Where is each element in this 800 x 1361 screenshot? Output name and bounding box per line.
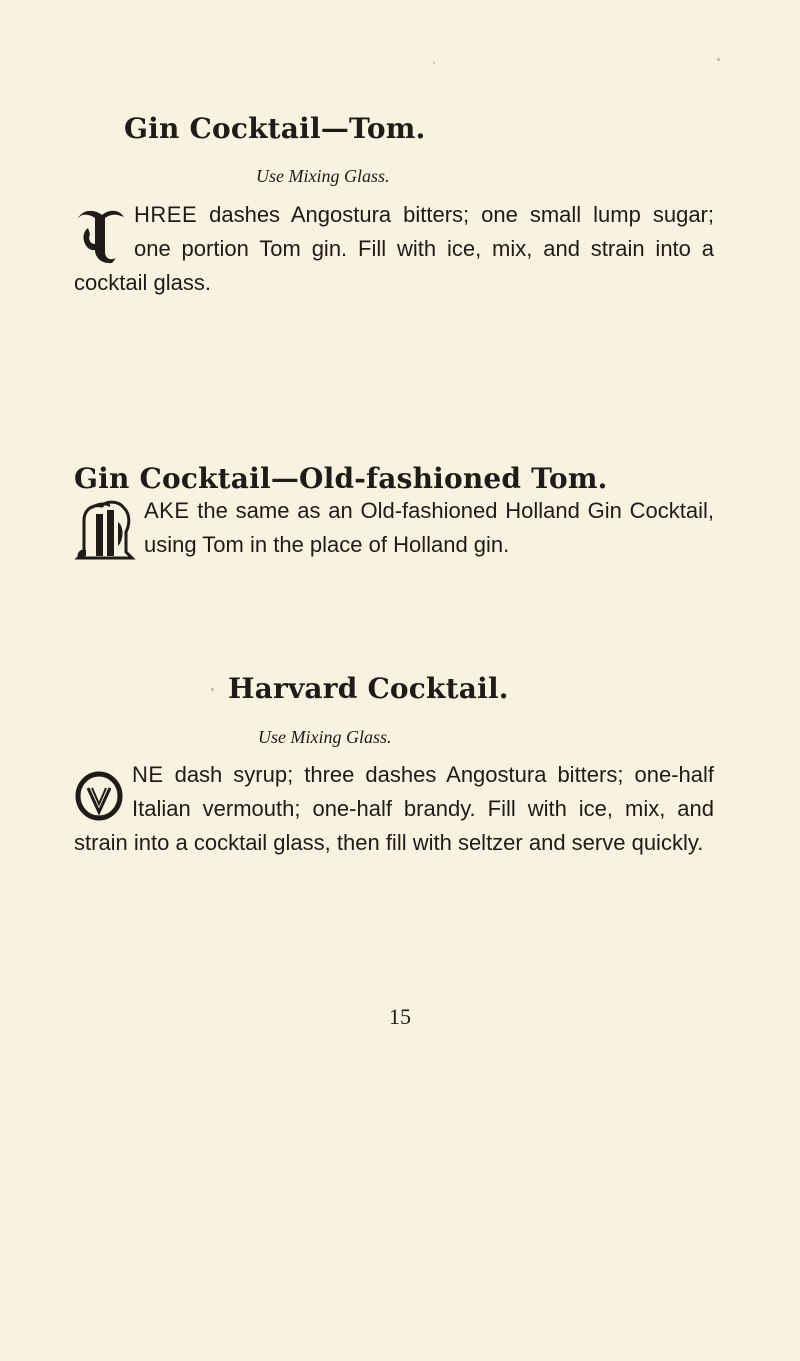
- dropcap-t-ornament: [74, 206, 126, 264]
- recipe-subtitle: Use Mixing Glass.: [256, 166, 390, 186]
- recipe-lead-word: AKE: [144, 498, 190, 523]
- recipe-title: Harvard Cocktail.: [228, 672, 509, 705]
- recipe-lead-word: NE: [132, 762, 164, 787]
- paper-speck: [433, 62, 435, 64]
- recipe-text: dashes Angostura bitters; one small lump sugar; one portion Tom gin. Fill with ice, mix, and strain into a cocktail glass.: [74, 202, 714, 295]
- recipe-text: dash syrup; three dashes Angostura bitters; one-half Italian vermouth; one-half brandy. Fill with ice, mix, and strain into a cocktail glass, then fill with seltzer and serve quickly.: [74, 762, 714, 855]
- recipe-subtitle: Use Mixing Glass.: [258, 727, 392, 747]
- recipe-body: [74, 198, 714, 300]
- recipe-body: [74, 494, 714, 562]
- recipe-title: Gin Cocktail—Old-fashioned Tom.: [74, 462, 608, 495]
- paper-speck: [211, 688, 214, 691]
- paper-speck: [717, 58, 720, 61]
- recipe-body: [74, 758, 714, 860]
- recipe-text: the same as an Old-fashioned Holland Gin Cocktail, using Tom in the place of Holland gin.: [144, 498, 714, 557]
- recipe-lead-word: HREE: [134, 202, 198, 227]
- page-number: 15: [389, 1004, 411, 1029]
- dropcap-o-ornament: [74, 768, 124, 822]
- dropcap-m-ornament: [74, 500, 136, 560]
- recipe-title: Gin Cocktail—Tom.: [124, 112, 426, 145]
